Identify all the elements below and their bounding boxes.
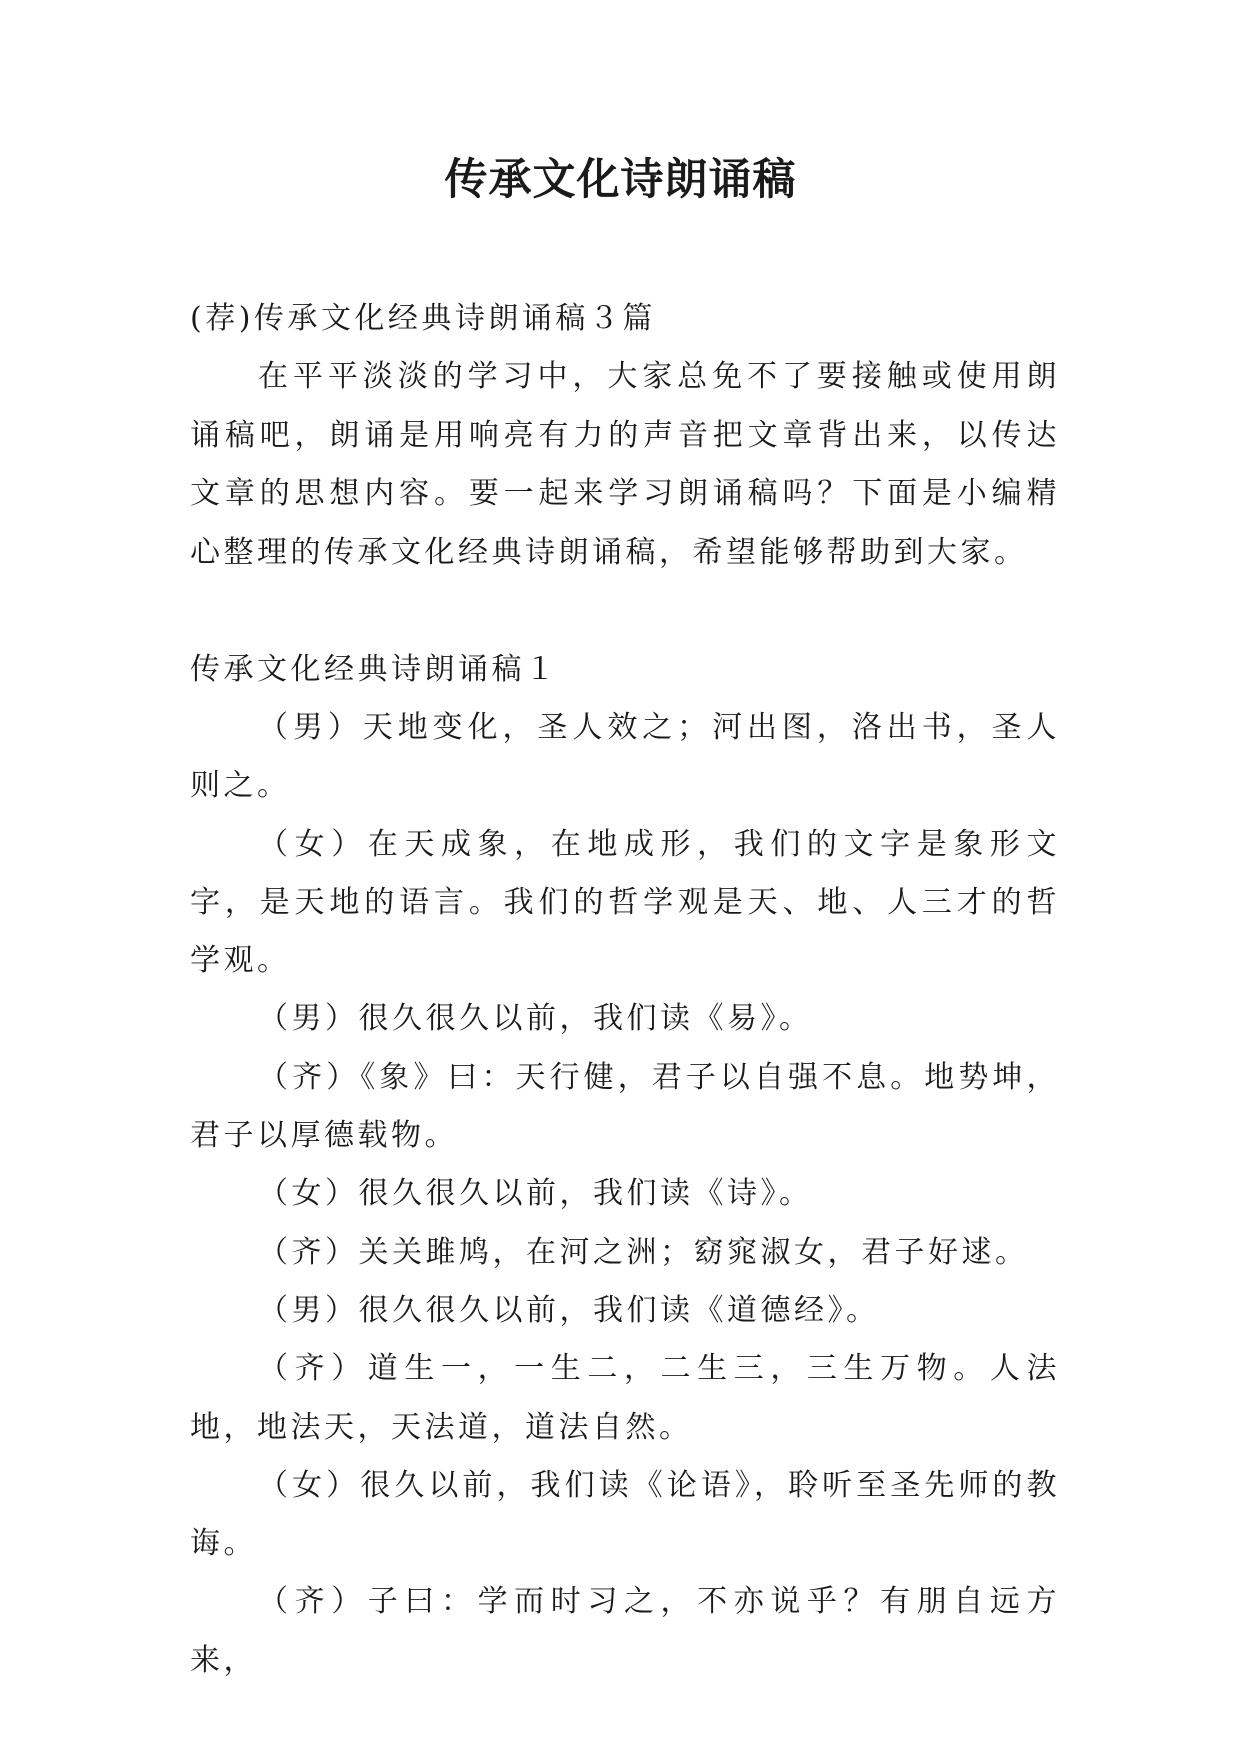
recitation-line: （齐）子曰：学而时习之，不亦说乎？有朋自远方来， bbox=[190, 1584, 1060, 1678]
section-heading: 传承文化经典诗朗诵稿１ bbox=[190, 652, 559, 687]
document-title: 传承文化诗朗诵稿 bbox=[444, 155, 797, 205]
recitation-line: （女）很久很久以前，我们读《诗》。 bbox=[258, 1176, 813, 1212]
intro-paragraph: 在平平淡淡的学习中，大家总免不了要接触或使用朗诵稿吧，朗诵是用响亮有力的声音把文章背出来，以传达文章的思想内容。要一起来学习朗诵稿吗？下面是小编精心整理的传承文化经典诗朗诵稿，希望能够帮助到大家。 bbox=[190, 359, 1060, 570]
recitation-lines bbox=[190, 699, 1060, 1690]
document-body bbox=[190, 290, 1060, 1690]
recitation-line: （齐）关关雎鸠，在河之洲；窈窕淑女，君子好逑。 bbox=[258, 1234, 1029, 1270]
recitation-line: （男）很久很久以前，我们读《道德经》。 bbox=[258, 1292, 880, 1328]
recitation-line: （男）很久很久以前，我们读《易》。 bbox=[258, 1001, 813, 1037]
recitation-line: （男）天地变化，圣人效之；河出图，洛出书，圣人则之。 bbox=[190, 710, 1060, 804]
recitation-line: （女）很久以前，我们读《论语》，聆听至圣先师的教诲。 bbox=[190, 1467, 1060, 1562]
document-subtitle: (荐)传承文化经典诗朗诵稿３篇 bbox=[190, 301, 656, 336]
recitation-line: （齐）道生一，一生二，二生三，三生万物。人法地，地法天，天法道，道法自然。 bbox=[190, 1351, 1060, 1445]
recitation-line: （齐）《象》曰：天行健，君子以自强不息。地势坤，君子以厚德载物。 bbox=[190, 1059, 1060, 1154]
recitation-line: （女）在天成象，在地成形，我们的文字是象形文字，是天地的语言。我们的哲学观是天、地、人三才的哲学观。 bbox=[190, 826, 1060, 979]
